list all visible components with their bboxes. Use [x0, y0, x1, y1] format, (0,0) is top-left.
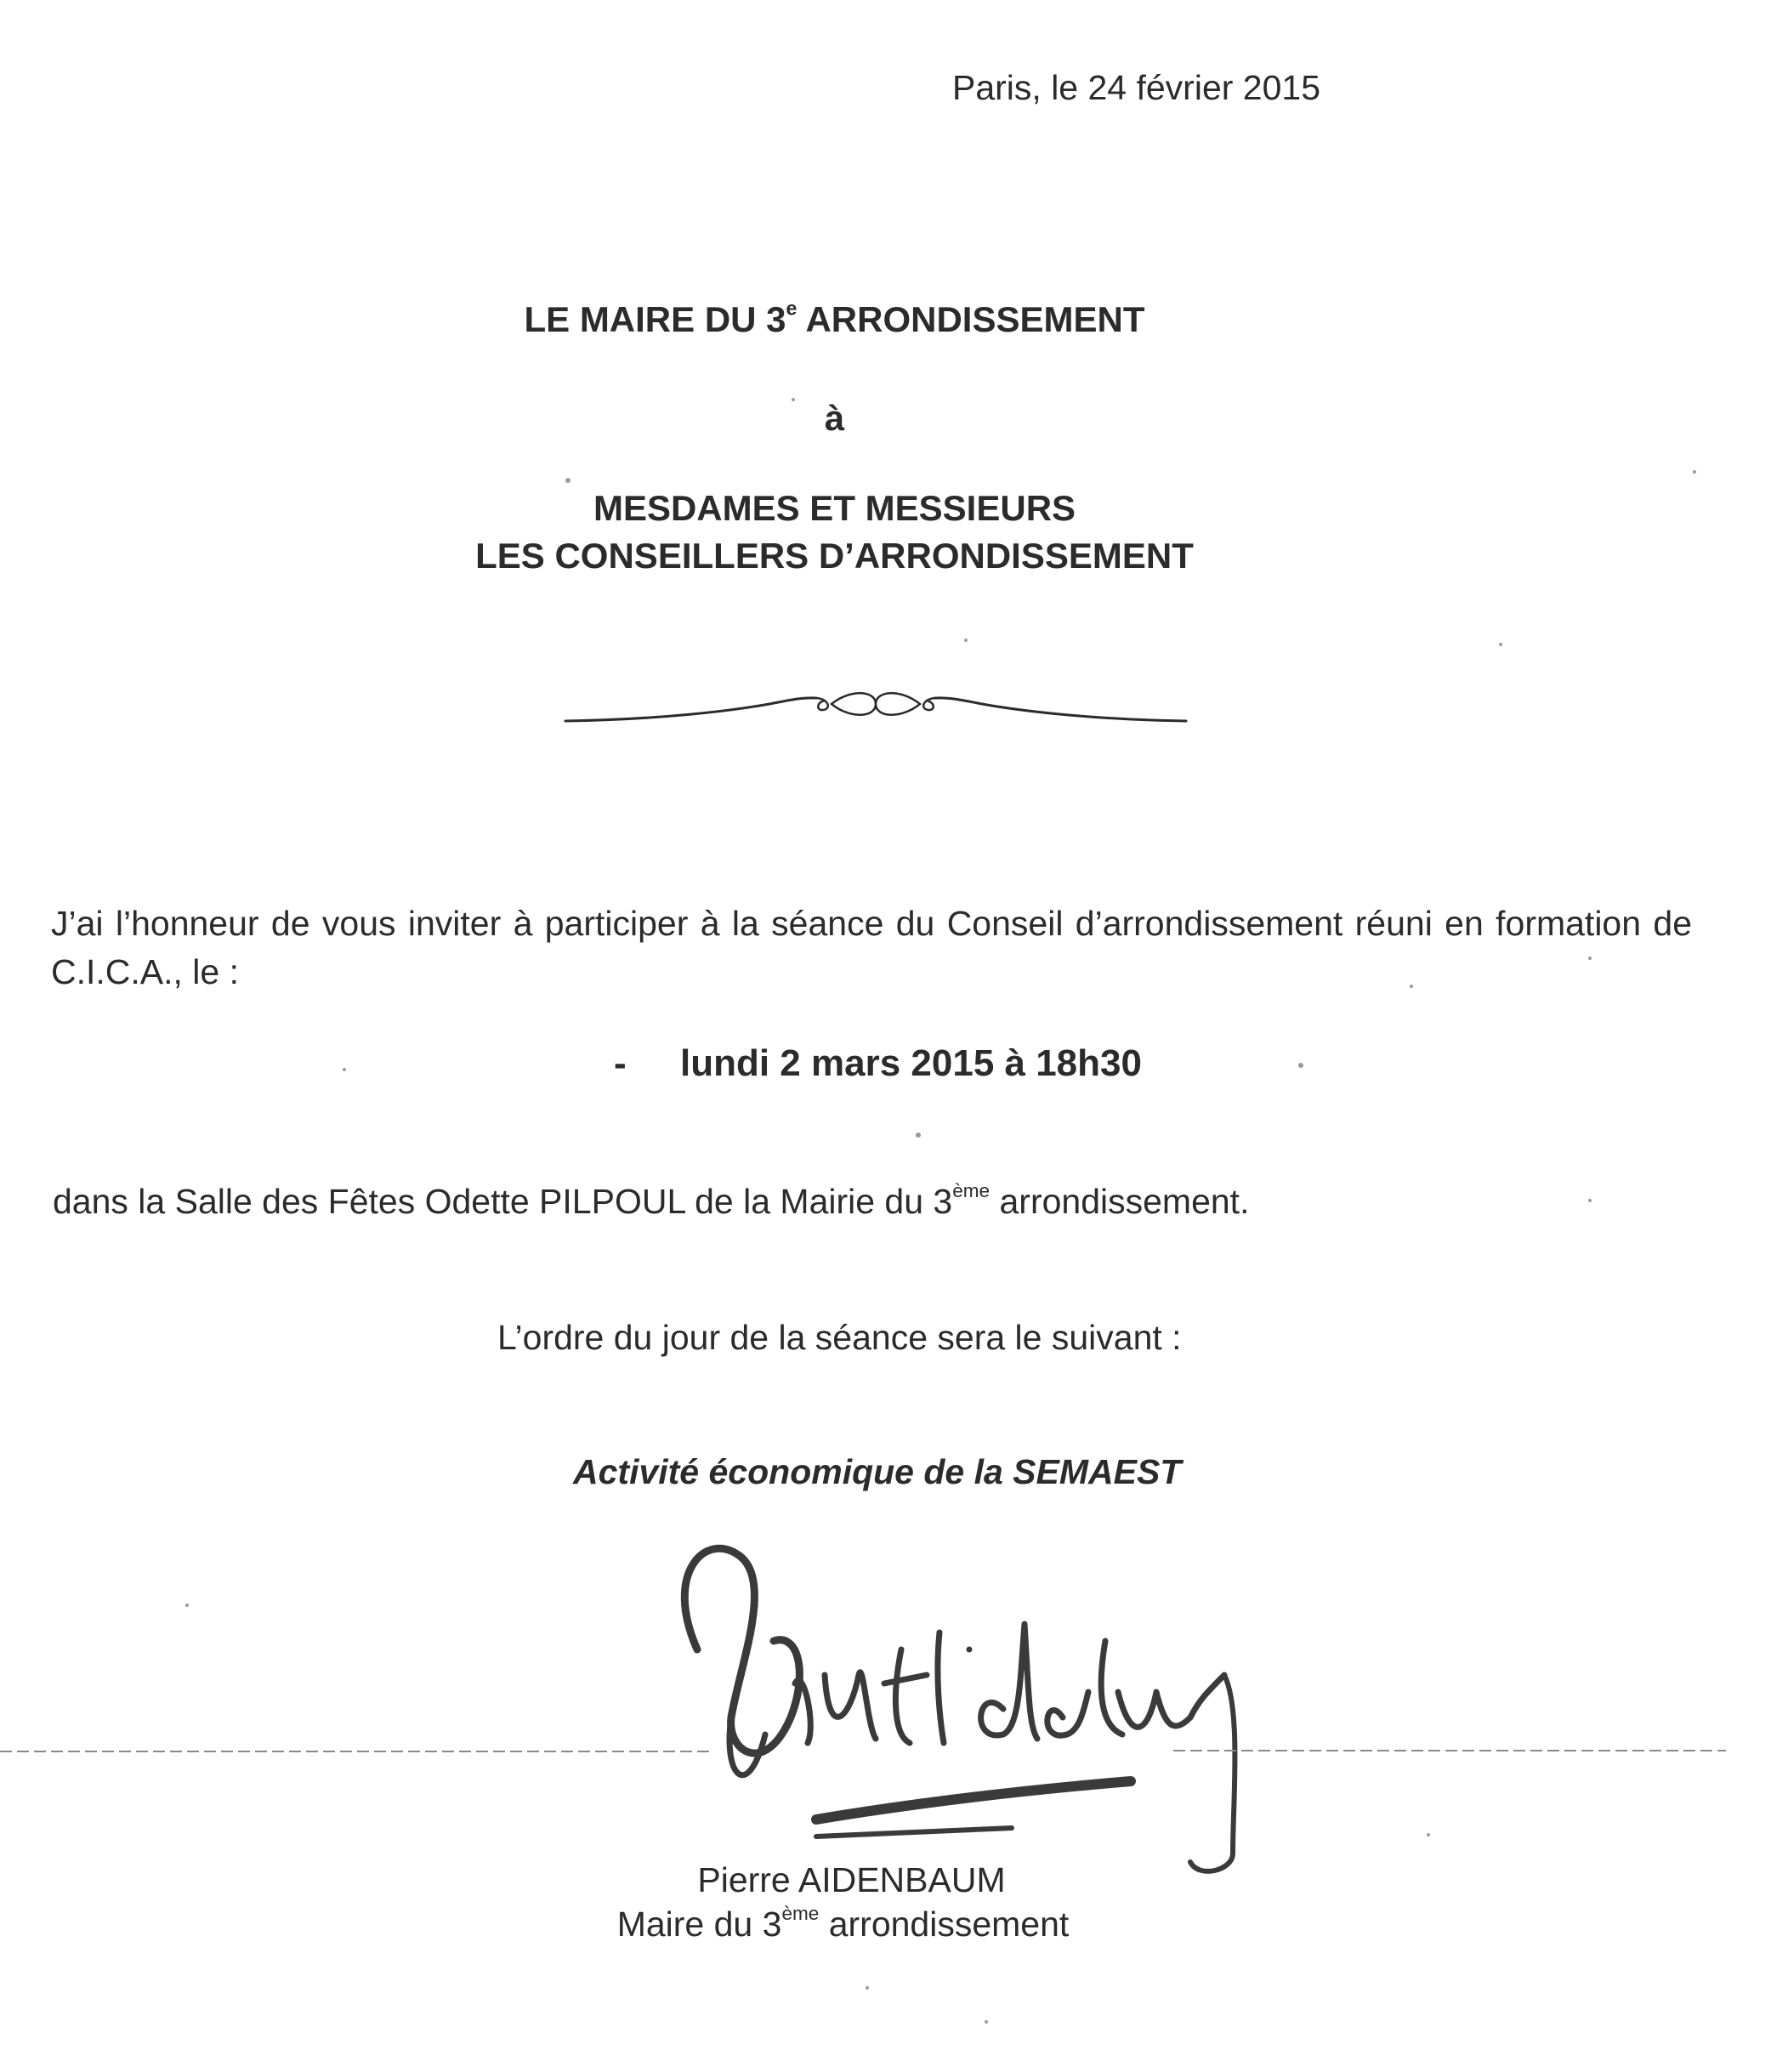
- role-suffix: arrondissement: [819, 1905, 1070, 1944]
- addressee-line-1: MESDAMES ET MESSIEURS: [593, 488, 1076, 528]
- sender-heading: [0, 299, 1720, 340]
- meeting-place: [53, 1179, 1250, 1222]
- sender-sup: e: [786, 297, 798, 320]
- agenda-intro: L’ordre du jour de la séance sera le suivant :: [497, 1318, 1182, 1357]
- letter-date: Paris, le 24 février 2015: [952, 68, 1321, 107]
- addressee-line-2: LES CONSEILLERS D’ARRONDISSEMENT: [475, 536, 1194, 576]
- signer-name: Pierre AIDENBAUM: [697, 1860, 1006, 1899]
- signer-role: [0, 1902, 1728, 1944]
- invitation-paragraph: J’ai l’honneur de vous inviter à participer à la séance du Conseil d’arrondissement réuni en formation de C.I.C.A., le :: [51, 904, 1692, 991]
- scan-fold-line: [0, 1747, 1771, 1757]
- meeting-bullet-dash: -: [614, 1042, 627, 1084]
- ornament-divider-icon: [561, 672, 1190, 748]
- role-prefix: Maire du 3: [616, 1905, 782, 1944]
- sender-suffix: ARRONDISSEMENT: [797, 299, 1145, 339]
- place-sup: ème: [952, 1179, 991, 1201]
- handwritten-signature-icon: [646, 1522, 1258, 1896]
- to-word: à: [824, 398, 845, 438]
- sender-prefix: LE MAIRE DU 3: [524, 299, 786, 339]
- place-prefix: dans la Salle des Fêtes Odette PILPOUL de la Mairie du 3: [53, 1182, 953, 1221]
- place-suffix: arrondissement.: [990, 1182, 1250, 1221]
- agenda-item: Activité économique de la SEMAEST: [573, 1452, 1182, 1491]
- meeting-datetime: lundi 2 mars 2015 à 18h30: [680, 1042, 1142, 1084]
- role-sup: ème: [781, 1902, 820, 1924]
